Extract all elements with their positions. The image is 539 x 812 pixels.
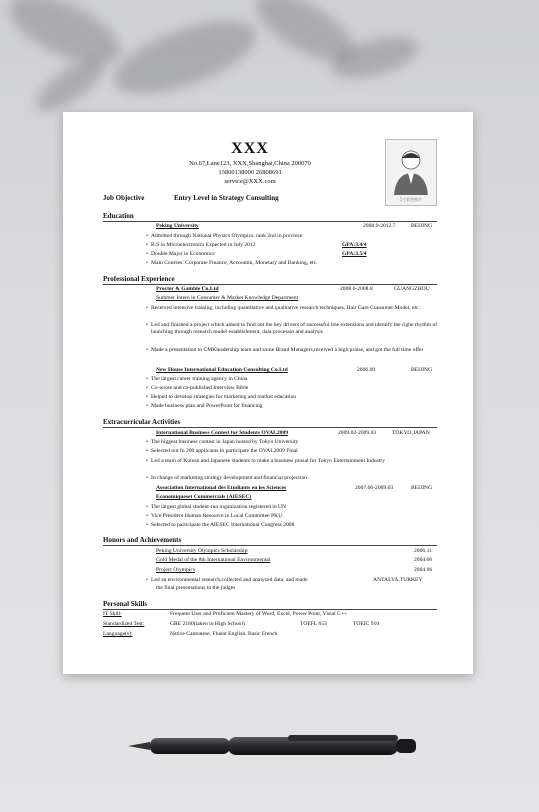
exp-date-2: 2006.09 [357,367,376,373]
language-label: Language(s): [103,631,133,637]
toefl-score: TOEFL 653 [300,621,327,627]
phone: 13800138000 26808691 [218,169,282,176]
honor-item: Gold Medal of the 8th International Environmental [156,557,271,563]
exp-bullet: • The largest career training agency in China [151,376,441,383]
section-extracurricular: Extracurricular Activities [103,418,437,428]
exp-org-2: New House International Education Consulting Co.Ltd [156,367,288,373]
exp-date-1: 2008.6-2008.8 [340,286,373,292]
leaf-shadow [105,6,265,109]
gpa-2: GPA:3.5/4 [342,251,367,257]
exp-bullet: • Led and finished a project which aimed to find out the key drivers of successful line extensions and identify the righe rhythm of launching through research model establishment, data processin and analysis [151,322,441,335]
resume-paper [63,112,473,674]
leaf-shadow [0,0,130,78]
gpa-1: GPA:3.4/4 [342,242,367,248]
extra-bullet: • In change of marketing strategy development and financial projection [151,475,441,482]
edu-bullet: • Double Major in Economics [151,251,441,258]
extra-bullet: • The largest global student-run organization registered in UN [151,504,441,511]
gre-score: GRE 2180(taken in High School) [170,621,245,627]
exp-org-1: Procter & Gamble Co.Ltd [156,286,219,292]
job-objective [103,194,279,202]
exp-role-1: Summer Intern in Consumer & Market Knowledge Department [156,295,299,301]
exp-bullet: • Made business plan and PowerPoint for financing [151,403,441,410]
section-honors: Honors and Achievements [103,536,437,546]
honor-date: 2006.11 [414,548,432,554]
extra-bullet: • Selected to participate the AIESEC International Congress 2008 [151,522,441,529]
honor-bullet: • Led an environmental research,collected and analyzed data, and made [151,577,361,584]
edu-date: 2008.9-2012.7 [363,223,396,229]
edu-loc: BEIJING [411,223,433,229]
exp-loc-1: GUANGZHOU [394,286,430,292]
extra-loc-1: TOKYO,JAPAN [392,430,430,436]
it-skill-value: Frequent User and Proficient Mastery of Word, Excel, Power Point, Visial C++ [170,611,348,617]
exp-bullet: • Co-wrote and co-published Interview Bible [151,385,441,392]
section-experience: Professional Experience [103,275,437,285]
extra-bullet: • Selected out fo 200 applicants to participate the OVAL2009 Final [151,448,441,455]
exp-loc-2: BEIJING [411,367,433,373]
edu-bullet: • Main Courses: Corporate Finance, Accountin, Monetary and Banking, etc. [151,260,441,267]
honor-date: 2004.06 [414,557,433,563]
honor-item: Peking University Olympics Scholarship [156,548,248,554]
extra-date-1: 2009.02-2009.03 [338,430,377,436]
section-education: Education [103,212,437,222]
honor-item: Project Olympics [156,567,195,573]
honor-loc: ANTALYA,TURKEY [373,577,423,583]
section-skills: Personal Skills [103,600,437,610]
exp-bullet: • Received intensive training, including quantitative and qualitative research techniques, Hair Gare Consumer Model, etc. [151,305,441,312]
address: No.67,Lane123, XXX,Shanghai,China 200070 [189,160,311,167]
candidate-name: XXX [231,140,269,157]
test-label: Standardized Test: [103,621,145,627]
honor-bullet-cont: the final presentations to the judges [156,585,236,591]
extra-bullet: • The biggest business contest in Japan hosted by Tokyo University [151,439,441,446]
pen-icon [128,732,428,758]
language-value: Native Cantonese, Fluent English, Basic French [170,631,278,637]
objective-label: Job Objective [103,194,145,202]
extra-org-2: Association International des Etudiants en les Sciences [156,485,287,491]
extra-loc-2: BEIJING [411,485,433,491]
extra-date-2: 2007.06-2009.03 [355,485,394,491]
it-skill-label: IT Skill: [103,611,122,617]
extra-bullet: • Vice President Human Resource in Local Committee PKU [151,513,441,520]
exp-bullet: • Helped to develop strategies for marketing and market education [151,394,441,401]
edu-org: Peking University [156,223,199,229]
photo-caption: 1寸彩色照片 [399,197,423,202]
extra-org-1: International Business Contest for Students OVAL2009 [156,430,289,436]
email: service@XXX.com [224,178,276,185]
exp-bullet: • Made a presentation to CMKleadership team and some Brand Managers,received a high praise, and got the full time offer [151,347,441,354]
toeic-score: TOEIC 910 [353,621,380,627]
extra-bullet: • Led a team of Koresn and Japanese students to make a business prosal for Tokyo Entertainment Industry [151,458,441,465]
leaf-shadow [29,50,112,120]
honor-date: 2004.06 [414,567,433,573]
objective-value: Entry Level in Strategy Consulting [174,194,279,202]
extra-org-2b: Economiqueset Commercials (AIESEC) [156,494,252,500]
edu-bullet: • B.S in Microelectronics Expected in July 2012 [151,242,441,249]
edu-bullet: • Admitted through National Physics Olympics, rank 2nd in province [151,233,441,240]
